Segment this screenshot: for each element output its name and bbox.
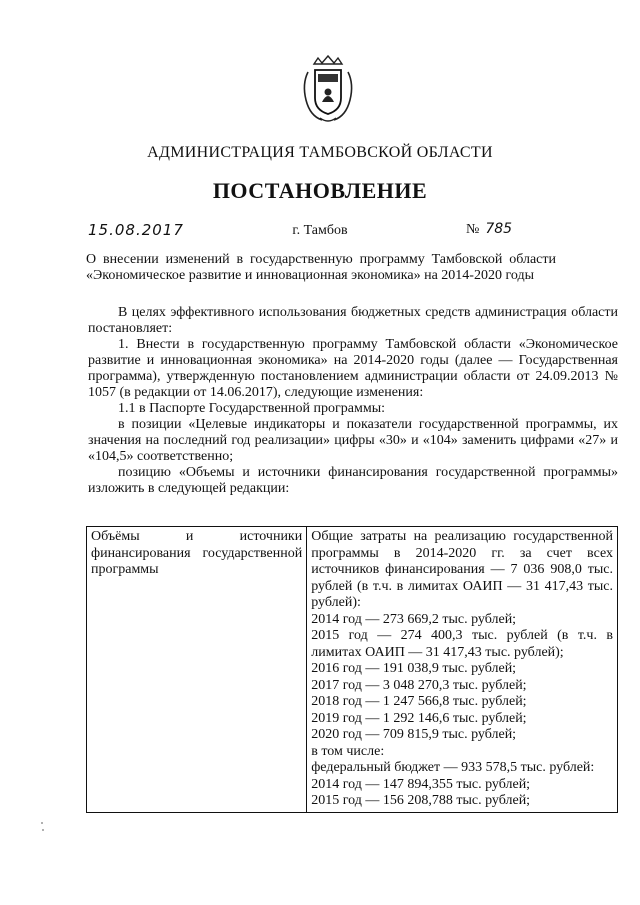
financing-line: 2016 год — 191 038,9 тыс. рублей; — [311, 661, 517, 676]
paragraph-preamble: В целях эффективного использования бюджетных средств администрация области постановляет: — [88, 305, 618, 336]
table-cell-label: Объёмы и источники финансирования государственной программы — [87, 527, 307, 813]
financing-line: 2017 год — 3 048 270,3 тыс. рублей; — [311, 677, 527, 693]
financing-line: 2015 год — 156 208,788 тыс. рублей; — [311, 793, 531, 808]
scan-speck — [42, 829, 44, 831]
document-subject: О внесении изменений в государственную программу Тамбовской области «Экономическое развитие и инновационная экономика» на 2014-2020 годы — [86, 252, 556, 283]
paragraph-item-1: 1. Внести в государственную программу Тамбовской области «Экономическое развитие и инновационная экономика» на 2014-2020 годы (далее — Государственная программа), утвержденную постановлением администрации области от 24.09.2013 № 1057 (в редакции от 14.06.2017), следующие изменения: — [88, 337, 618, 400]
financing-line: 2020 год — 709 815,9 тыс. рублей; — [311, 727, 517, 742]
passport-table — [86, 526, 618, 813]
document-number — [466, 221, 512, 238]
organization-name: АДМИНИСТРАЦИЯ ТАМБОВСКОЙ ОБЛАСТИ — [147, 144, 493, 161]
document-date: 15.08.2017 — [88, 221, 184, 239]
document-type-title: ПОСТАНОВЛЕНИЕ — [212, 178, 428, 203]
financing-line: 2015 год — 274 400,3 тыс. рублей (в т.ч. в лимитах ОАИП — 31 417,43 тыс. рублей); — [311, 628, 613, 660]
document-body — [88, 305, 618, 497]
financing-line: в том числе: — [311, 743, 385, 759]
financing-line: 2014 год — 273 669,2 тыс. рублей; — [311, 611, 517, 627]
number-value: 785 — [485, 221, 513, 237]
financing-line: 2014 год — 147 894,355 тыс. рублей; — [311, 776, 531, 792]
scan-speck — [41, 822, 43, 824]
coat-of-arms-emblem — [300, 54, 356, 126]
financing-line: Общие затраты на реализацию государственной программы в 2014-2020 гг. за счет всех источников финансирования — 7 036 908,0 тыс. рублей (в т.ч. в лимитах ОАИП — 31 417,43 тыс. рублей): — [311, 529, 613, 610]
paragraph-financing: позицию «Объемы и источники финансирования государственной программы» изложить в следующей редакции: — [88, 465, 618, 496]
table-row — [87, 527, 618, 813]
paragraph-item-1-1: 1.1 в Паспорте Государственной программы: — [118, 401, 385, 416]
table-cell-value — [307, 527, 618, 813]
number-sign: № — [466, 222, 480, 237]
financing-line: 2019 год — 1 292 146,6 тыс. рублей; — [311, 710, 527, 726]
paragraph-indicators: в позиции «Целевые индикаторы и показатели государственной программы, их значения на последний год реализации» цифры «30» и «104» заменить цифрами «27» и «104,5» соответственно; — [88, 417, 618, 464]
document-city: г. Тамбов — [292, 223, 348, 238]
financing-line: 2018 год — 1 247 566,8 тыс. рублей; — [311, 694, 527, 709]
financing-line: федеральный бюджет — 933 578,5 тыс. рублей: — [311, 760, 595, 775]
